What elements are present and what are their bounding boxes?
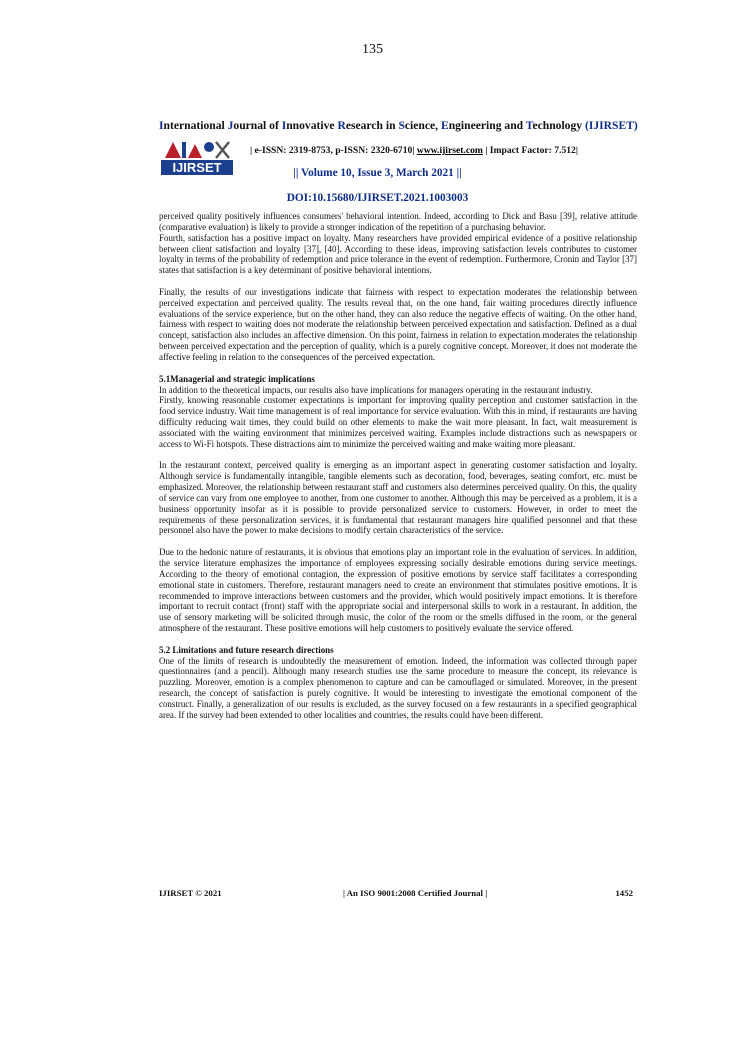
footer-copyright: IJIRSET © 2021 <box>159 888 222 898</box>
issn-line <box>250 145 578 156</box>
doi-line[interactable]: DOI:10.15680/IJIRSET.2021.1003003 <box>286 192 469 204</box>
paragraph: In the restaurant context, perceived quality is emerging as an important aspect in generating customer satisfaction and loyalty. Although service is fundamentally intangible, tangible elements such as decoration, food, beverages, seating comfort, etc. must be emphasized. Moreover, the relationship between restaurant staff and customers also determines perceived quality. On this, the quality of service can vary from one employee to another, from one customer to another. Although this may be perceived as a problem, it is a business opportunity insofar as it is possible to provide personalized service to customers. However, in order to meet the requirements of these personalization services, it is fundamental that restaurant managers hire qualified personnel and that these personnel also have the power to make decisions to modify certain characteristics of the service. <box>159 460 637 536</box>
website-link[interactable]: www.ijirset.com <box>416 145 483 156</box>
paragraph: One of the limits of research is undoubtedly the measurement of emotion. Indeed, the information was collected through paper questionnaires (and a pencil). Although many research studies use the same procedure to measure the concept, its relevance is puzzling. Moreover, emotion is a complex phenomenon to capture and can be camouflaged or simulated. Moreover, in the present research, the concept of satisfaction is purely cognitive. It would be interesting to investigate the emotional component of the construct. Finally, a generalization of our results is excluded, as the survey focused on a few restaurants in a specified geographical area. If the survey had been extended to other localities and countries, the results could have been different. <box>159 655 637 720</box>
issn-text: | e-ISSN: 2319-8753, p-ISSN: 2320-6710| <box>250 145 417 156</box>
paragraph: Finally, the results of our investigations indicate that fairness with respect to expectation moderates the relationship between perceived expectation and perceived quality. The results reveal that, on the one hand, fair waiting procedures directly influence evaluations of the service experience, but on the other hand, they can also reduce the negative effects of waiting. On the other hand, fairness with respect to waiting does not moderate the relationship between perceived expectation and satisfaction. Defined as a dual concept, satisfaction also includes an affective dimension. On this point, fairness in relation to expectation moderates the relationship between perceived expectation and the perception of quality, which is a purely cognitive concept. Moreover, it does not moderate the affective feeling in relation to the consequences of the perceived expectation. <box>159 286 637 362</box>
logo-bar <box>182 142 186 158</box>
journal-title-word: cience, <box>404 119 441 132</box>
logo-text: IJIRSET <box>172 160 222 175</box>
paragraph: In addition to the theoretical impacts, our results also have implications for managers operating in the restaurant industry. <box>159 384 593 395</box>
journal-title-initial: S <box>398 119 405 132</box>
journal-title-word: echnology <box>532 119 585 132</box>
journal-title-initial: J <box>227 119 234 132</box>
journal-title-word: esearch in <box>345 119 399 132</box>
journal-title-initial: I <box>281 119 287 132</box>
journal-title-initial: T <box>525 119 533 132</box>
journal-abbr: (IJIRSET) <box>584 119 638 132</box>
footer-page-number: 1452 <box>615 888 633 898</box>
journal-title-word: nnovative <box>286 119 338 132</box>
section-heading-5-1: 5.1Managerial and strategic implications <box>159 373 315 384</box>
section-heading-5-2: 5.2 Limitations and future research directions <box>159 644 334 655</box>
paragraph: Due to the hedonic nature of restaurants, it is obvious that emotions play an important role in the evaluation of services. In addition, the service literature emphasizes the importance of employees expressing socially desirable emotions during service meetings. According to the theory of emotional contagion, the expression of positive emotions by service staff facilitates a corresponding emotional state in customers. Therefore, restaurant managers need to create an environment that stimulates positive emotions. It is recommended to improve interactions between customers and the provider, which would positively impact emotions. It is therefore important to recruit contact (front) staff with the appropriate social and interpersonal skills to work in a restaurant. In addition, the use of sensory marketing will be solicited through music, the color of the room or the smells diffused in the room, or the general atmosphere of the restaurant. These positive emotions will help customers to positively evaluate the service offered. <box>159 547 637 634</box>
article-body <box>159 211 637 721</box>
footer-certification: | An ISO 9001:2008 Certified Journal | <box>343 888 488 898</box>
logo-circle <box>204 142 214 152</box>
journal-title-initial: I <box>159 119 164 132</box>
journal-title-initial: R <box>337 119 346 132</box>
journal-title-word: nternational <box>163 119 228 132</box>
impact-factor: | Impact Factor: 7.512| <box>482 145 578 156</box>
journal-title-initial: E <box>440 119 449 132</box>
journal-title-text <box>159 119 585 132</box>
paragraph: Fourth, satisfaction has a positive impact on loyalty. Many researchers have provided empirical evidence of a positive relationship between client satisfaction and loyalty [37], [40]. According to these ideas, improving satisfaction levels contributes to customer loyalty in terms of the probability of redemption and price tolerance in the event of redemption. Furthermore, Cronin and Taylor [37] states that satisfaction is a key determinant of positive behavioral intentions. <box>159 232 637 276</box>
paragraph: perceived quality positively influences consumers' behavioral intention. Indeed, according to Dick and Basu [39], relative attitude (comparative evaluation) is likely to provide a stronger indication of the repetition of a purchasing behavior. <box>159 211 637 232</box>
volume-issue: || Volume 10, Issue 3, March 2021 || <box>293 167 462 179</box>
paragraph: Firstly, knowing reasonable customer expectations is important for improving quality perception and customer satisfaction in the food service industry. Wait time management is of real importance for service evaluation. With this in mind, if restaurants are having difficulty reducing wait times, they could build on other elements to make the wait more pleasant. In fact, wait measurement is associated with the waiting environment that minimizes perceived waiting. Examples include distractions such as newspapers or access to Wi-Fi hotspots. These distractions aim to minimize the perceived waiting and make waiting more pleasant. <box>159 395 637 449</box>
journal-title <box>159 119 639 132</box>
page-number: 135 <box>362 42 383 57</box>
journal-title-word: ngineering and <box>448 119 526 132</box>
journal-title-word: ournal of <box>233 119 282 132</box>
